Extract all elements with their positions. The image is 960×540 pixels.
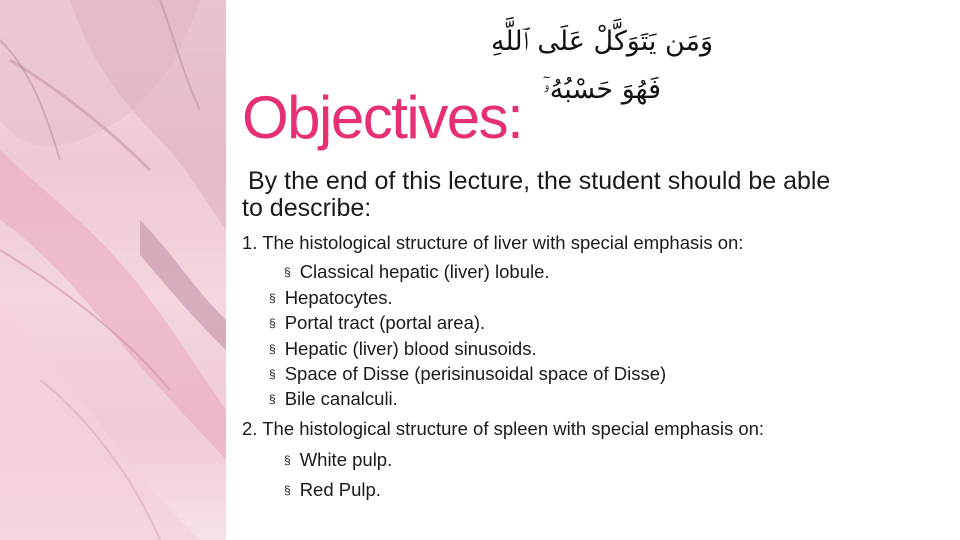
list-item-text: Space of Disse (perisinusoidal space of Disse) — [284, 363, 667, 384]
list-item — [284, 477, 381, 505]
arabic-verse: وَمَن يَتَوَكَّلْ عَلَى ٱللَّهِ فَهُوَ حَسْبُهُۥٓ — [490, 26, 714, 105]
list-item-text: Red Pulp. — [299, 479, 381, 500]
list-item-text: Bile canalculi. — [284, 388, 398, 409]
list-item-text: White pulp. — [299, 449, 393, 470]
intro-line-1: By the end of this lecture, the student should be able — [248, 167, 831, 195]
list-item — [284, 259, 550, 287]
histology-texture — [0, 0, 226, 540]
list-item — [269, 285, 393, 313]
section-1-heading: 1. The histological structure of liver with special emphasis on: — [242, 232, 744, 253]
list-item-text: Classical hepatic (liver) lobule. — [299, 261, 550, 282]
bullet-icon: § — [269, 392, 276, 406]
intro-text — [242, 168, 952, 222]
bullet-icon: § — [269, 291, 276, 305]
section-2-heading: 2. The histological structure of spleen with special emphasis on: — [242, 418, 765, 439]
bullet-icon: § — [284, 483, 291, 497]
histology-image — [0, 0, 226, 540]
list-item — [269, 336, 537, 364]
bullet-icon: § — [269, 316, 276, 330]
bullet-icon: § — [284, 265, 291, 279]
bullet-icon: § — [284, 453, 291, 467]
list-item-text: Hepatic (liver) blood sinusoids. — [284, 338, 537, 359]
list-item — [269, 386, 398, 414]
list-item-text: Hepatocytes. — [284, 287, 393, 308]
bullet-icon: § — [269, 342, 276, 356]
bullet-icon: § — [269, 367, 276, 381]
list-item — [269, 310, 485, 338]
slide-title: Objectives: — [242, 84, 523, 151]
intro-line-2: to describe: — [242, 194, 372, 222]
list-item — [284, 447, 392, 475]
list-item-text: Portal tract (portal area). — [284, 312, 486, 333]
list-item — [269, 361, 666, 389]
